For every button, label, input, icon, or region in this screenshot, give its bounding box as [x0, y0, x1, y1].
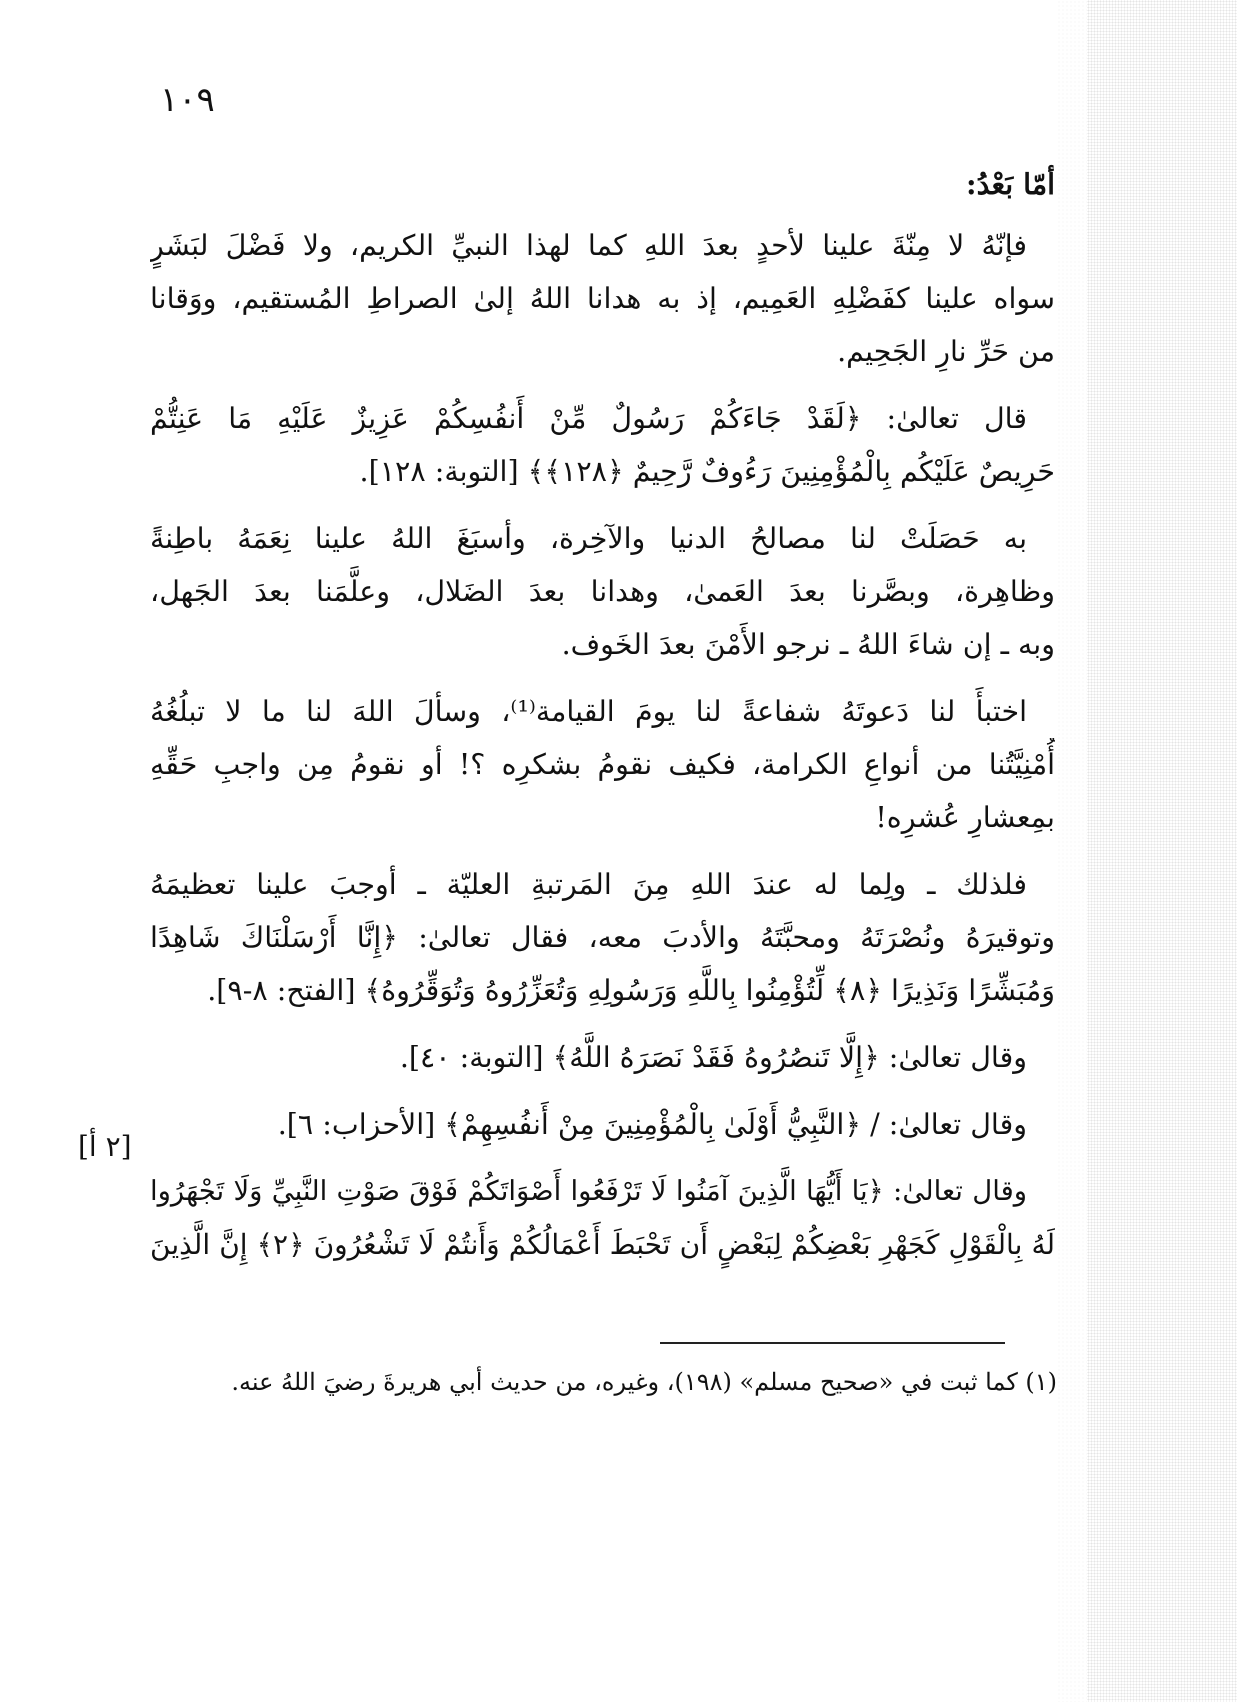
text-line: حَرِيصٌ عَلَيْكُم بِالْمُؤْمِنِينَ رَءُوفٌ رَّحِيمٌ ﴿١٢٨﴾﴾ [التوبة: ١٢٨].	[359, 455, 1055, 488]
text-line: وَمُبَشِّرًا وَنَذِيرًا ﴿٨﴾ لِّتُؤْمِنُوا بِاللَّهِ وَرَسُولِهِ وَتُعَزِّرُوهُ وَتُوَقِّرُوهُ﴾ [الفتح: ٨-٩].	[207, 974, 1055, 1007]
text-line: اختبأَ لنا دَعوتَهُ شفاعةً لنا يومَ القيامة⁽¹⁾، وسألَ اللهَ لنا ما لا تبلُغُهُ	[150, 695, 1027, 728]
text-line: وظاهِرة، وبصَّرنا بعدَ العَمىٰ، وهدانا بعدَ الضَلال، وعلَّمَنا بعدَ الجَهل،	[150, 575, 1055, 608]
text-line: من حَرِّ نارِ الجَحِيم.	[837, 335, 1055, 368]
manuscript-folio-marker: [٢ أ]	[78, 1130, 132, 1163]
text-line: سواه علينا كفَضْلِهِ العَمِيم، إذ به هدانا اللهُ إلىٰ الصراطِ المُستقيم، ووَقانا	[150, 282, 1055, 315]
heading: أمّا بَعْدُ:	[966, 167, 1055, 201]
text-line: فلذلك ـ ولِما له عندَ اللهِ مِنَ المَرتبةِ العليّة ـ أوجبَ علينا تعظيمَهُ	[150, 868, 1027, 901]
paragraph-3	[150, 512, 1055, 671]
text-line: وبه ـ إن شاءَ اللهُ ـ نرجو الأَمْنَ بعدَ الخَوف.	[561, 628, 1055, 661]
text-line: وقال تعالىٰ: ﴿إِلَّا تَنصُرُوهُ فَقَدْ نَصَرَهُ اللَّهُ﴾ [التوبة: ٤٠].	[399, 1041, 1027, 1074]
text-line: به حَصَلَتْ لنا مصالحُ الدنيا والآخِرة، وأسبَغَ اللهُ علينا نِعَمَهُ باطِنةً	[150, 522, 1027, 555]
paragraph-7	[150, 1098, 1055, 1151]
paragraph-6	[150, 1031, 1055, 1084]
scan-edge-texture-inner	[1057, 0, 1087, 1702]
paragraph-4	[150, 685, 1055, 844]
scan-edge-texture	[1087, 0, 1237, 1702]
paragraph-5	[150, 858, 1055, 1017]
text-line: أُمْنِيَّتُنا من أنواعِ الكرامة، فكيف نقومُ بشكرِه ؟! أو نقومُ مِن واجبِ حَقِّهِ	[150, 748, 1055, 781]
text-line: وقال تعالىٰ: ﴿يَا أَيُّهَا الَّذِينَ آمَنُوا لَا تَرْفَعُوا أَصْوَاتَكُمْ فَوْقَ صَوْتِ النَّبِيِّ وَلَا تَجْهَرُوا	[150, 1175, 1027, 1207]
text-line: بمِعشارِ عُشرِه!	[875, 801, 1055, 834]
text-line: وقال تعالىٰ: / ﴿النَّبِيُّ أَوْلَىٰ بِالْمُؤْمِنِينَ مِنْ أَنفُسِهِمْ﴾ [الأحزاب: ٦].	[277, 1108, 1027, 1141]
paragraph-8	[150, 1165, 1055, 1271]
paragraph-1	[150, 219, 1055, 378]
text-line: لَهُ بِالْقَوْلِ كَجَهْرِ بَعْضِكُمْ لِبَعْضٍ أَن تَحْبَطَ أَعْمَالُكُمْ وَأَنتُمْ لَا تَشْعُرُونَ ﴿٢﴾ إِنَّ الَّذِينَ	[150, 1228, 1055, 1261]
text-line: وتوقيرَهُ ونُصْرَتَهُ ومحبَّتَهُ والأدبَ معه، فقال تعالىٰ: ﴿إِنَّا أَرْسَلْنَاكَ شَاهِدًا	[150, 921, 1055, 954]
text-line: قال تعالىٰ: ﴿لَقَدْ جَاءَكُمْ رَسُولٌ مِّنْ أَنفُسِكُمْ عَزِيزٌ عَلَيْهِ مَا عَنِتُّمْ	[150, 402, 1027, 435]
footnote-divider	[660, 1342, 1005, 1344]
text-line: فإنّهُ لا مِنّةَ علينا لأحدٍ بعدَ اللهِ كما لهذا النبيِّ الكريم، ولا فَضْلَ لبَشَرٍ	[150, 229, 1027, 262]
page-number: ١٠٩	[160, 80, 215, 120]
paragraph-2-verse	[150, 392, 1055, 498]
page-body	[150, 158, 1055, 1285]
footnote: (١) كما ثبت في «صحيح مسلم» (١٩٨)، وغيره، من حديث أبي هريرةَ رضيَ اللهُ عنه.	[231, 1368, 1057, 1396]
